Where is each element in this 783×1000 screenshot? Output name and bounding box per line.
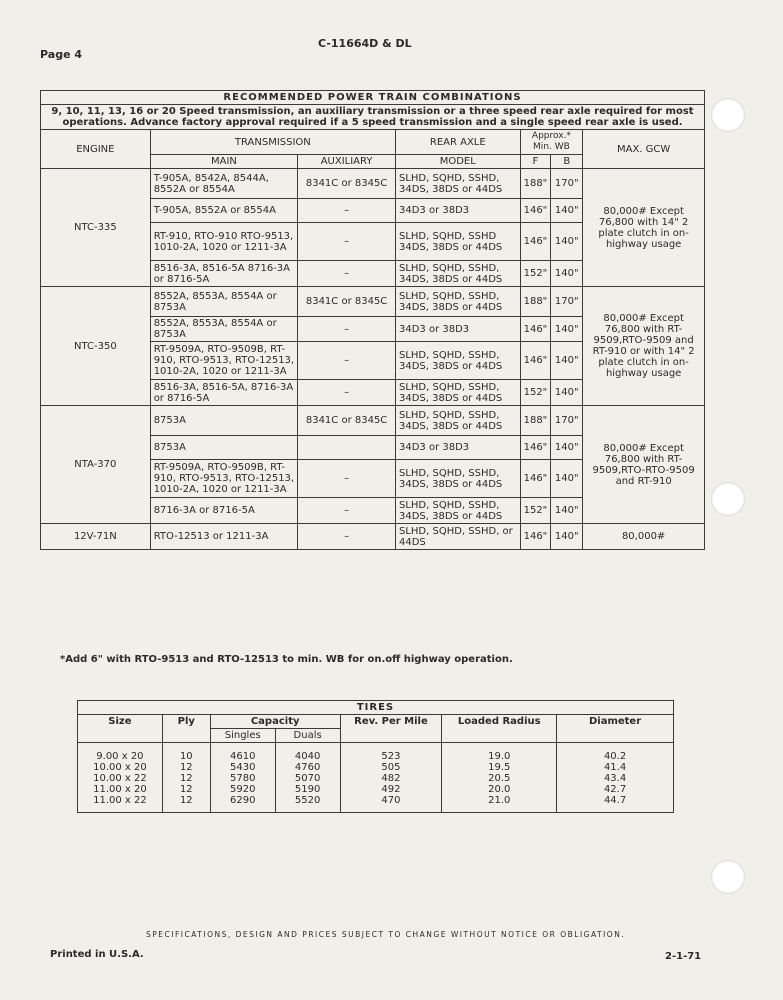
- main-cell: T-905A, 8542A, 8544A, 8552A or 8554A: [150, 169, 297, 199]
- f-cell: 146": [520, 223, 551, 261]
- ply-header: Ply: [162, 715, 210, 743]
- disclaimer: SPECIFICATIONS, DESIGN AND PRICES SUBJECT TO CHANGE WITHOUT NOTICE OR OBLIGATION.: [146, 930, 626, 939]
- auxiliary-cell: –: [298, 524, 396, 550]
- tire-radius-value: 20.5: [488, 773, 511, 784]
- main-cell: 8516-3A, 8516-5A, 8716-3A or 8716-5A: [150, 380, 297, 406]
- tire-size-value: 10.00 x 22: [93, 773, 147, 784]
- main-cell: RT-9509A, RTO-9509B, RT-910, RTO-9513, RTO-12513, 1010-2A, 1020 or 1211-3A: [150, 342, 297, 380]
- page-number: Page 4: [40, 48, 83, 61]
- axle-cell: 34D3 or 38D3: [395, 436, 520, 460]
- tire-radius-value: 20.0: [488, 784, 511, 795]
- engine-cell: NTC-335: [41, 169, 151, 287]
- tire-duals-value: 5190: [294, 784, 321, 795]
- footnote: *Add 6" with RTO-9513 and RTO-12513 to min. WB for on.off highway operation.: [60, 654, 513, 665]
- f-cell: 152": [520, 498, 551, 524]
- main-cell: 8716-3A or 8716-5A: [150, 498, 297, 524]
- tire-rev-value: 492: [381, 784, 401, 795]
- main-cell: RTO-12513 or 1211-3A: [150, 524, 297, 550]
- axle-cell: SLHD, SQHD, SSHD, 34DS, 38DS or 44DS: [395, 169, 520, 199]
- b-cell: 170": [551, 406, 583, 436]
- tire-duals-value: 5520: [294, 795, 321, 806]
- power-train-title: RECOMMENDED POWER TRAIN COMBINATIONS: [41, 91, 705, 105]
- binder-hole: [711, 860, 745, 894]
- gcw-header: MAX. GCW: [583, 130, 705, 169]
- tires-table: [77, 700, 674, 813]
- tire-diameter-value: 42.7: [603, 784, 627, 795]
- size-header: Size: [78, 715, 163, 743]
- f-cell: 146": [520, 436, 551, 460]
- axle-cell: SLHD, SQHD, SSHD 34DS, 38DS or 44DS: [395, 223, 520, 261]
- axle-cell: 34D3 or 38D3: [395, 317, 520, 342]
- transmission-header: TRANSMISSION: [150, 130, 395, 155]
- radius-column: [442, 743, 557, 813]
- tire-size-value: 10.00 x 20: [93, 762, 147, 773]
- tire-singles-value: 5920: [230, 784, 256, 795]
- binder-hole: [711, 482, 745, 516]
- main-cell: RT-910, RTO-910 RTO-9513, 1010-2A, 1020 or 1211-3A: [150, 223, 297, 261]
- singles-column: [210, 743, 275, 813]
- ply-column: [162, 743, 210, 813]
- auxiliary-cell: 8341C or 8345C: [298, 169, 396, 199]
- axle-cell: SLHD, SQHD, SSHD, 34DS, 38DS or 44DS: [395, 287, 520, 317]
- tire-ply-value: 12: [179, 773, 193, 784]
- gcw-cell: 80,000# Except 76,800 with RT-9509,RTO-9509 and RT-910 or with 14" 2 plate clutch in on-highway usage: [583, 287, 705, 406]
- main-header: MAIN: [150, 155, 297, 169]
- axle-cell: 34D3 or 38D3: [395, 199, 520, 223]
- tire-singles-value: 4610: [230, 751, 256, 762]
- engine-cell: NTC-350: [41, 287, 151, 406]
- capacity-header: Capacity: [210, 715, 340, 729]
- axle-cell: SLHD, SQHD, SSHD, or 44DS: [395, 524, 520, 550]
- rev-header: Rev. Per Mile: [340, 715, 442, 743]
- auxiliary-cell: –: [298, 317, 396, 342]
- b-cell: 140": [551, 436, 583, 460]
- duals-header: Duals: [275, 729, 340, 743]
- main-cell: 8552A, 8553A, 8554A or 8753A: [150, 317, 297, 342]
- tire-radius-value: 19.5: [488, 762, 511, 773]
- axle-cell: SLHD, SQHD, SSHD, 34DS, 38DS or 44DS: [395, 460, 520, 498]
- f-cell: 146": [520, 199, 551, 223]
- auxiliary-cell: 8341C or 8345C: [298, 287, 396, 317]
- size-column: [78, 743, 163, 813]
- power-train-row: [41, 524, 705, 550]
- axle-cell: SLHD, SQHD, SSHD, 34DS, 38DS or 44DS: [395, 380, 520, 406]
- engine-header: ENGINE: [41, 130, 151, 169]
- f-cell: 146": [520, 342, 551, 380]
- f-cell: 188": [520, 287, 551, 317]
- axle-cell: SLHD, SQHD, SSHD, 34DS, 38DS or 44DS: [395, 261, 520, 287]
- auxiliary-cell: –: [298, 498, 396, 524]
- auxiliary-cell: –: [298, 261, 396, 287]
- main-cell: 8516-3A, 8516-5A 8716-3A or 8716-5A: [150, 261, 297, 287]
- rev-column: [340, 743, 442, 813]
- tire-ply-value: 12: [179, 784, 193, 795]
- tire-duals-value: 4760: [294, 762, 321, 773]
- b-header: B: [551, 155, 583, 169]
- axle-cell: SLHD, SQHD, SSHD, 34DS, 38DS or 44DS: [395, 498, 520, 524]
- auxiliary-cell: [298, 436, 396, 460]
- b-cell: 140": [551, 380, 583, 406]
- main-cell: 8552A, 8553A, 8554A or 8753A: [150, 287, 297, 317]
- main-cell: 8753A: [150, 436, 297, 460]
- tire-radius-value: 21.0: [488, 795, 511, 806]
- diameter-column: [557, 743, 674, 813]
- b-cell: 170": [551, 169, 583, 199]
- diameter-header: Diameter: [557, 715, 674, 743]
- tire-singles-value: 5780: [230, 773, 256, 784]
- b-cell: 140": [551, 460, 583, 498]
- f-cell: 146": [520, 460, 551, 498]
- tire-duals-value: 4040: [294, 751, 321, 762]
- tire-diameter-value: 40.2: [603, 751, 627, 762]
- gcw-cell: 80,000# Except 76,800 with 14" 2 plate clutch in on-highway usage: [583, 169, 705, 287]
- auxiliary-cell: –: [298, 223, 396, 261]
- b-cell: 170": [551, 287, 583, 317]
- engine-cell: NTA-370: [41, 406, 151, 524]
- model-header: MODEL: [395, 155, 520, 169]
- power-train-table: [40, 90, 705, 550]
- f-cell: 188": [520, 406, 551, 436]
- f-header: F: [520, 155, 551, 169]
- auxiliary-cell: –: [298, 380, 396, 406]
- b-cell: 140": [551, 223, 583, 261]
- tire-ply-value: 12: [179, 762, 193, 773]
- binder-hole: [711, 98, 745, 132]
- wb-header: Approx.* Min. WB: [520, 130, 583, 155]
- auxiliary-cell: –: [298, 342, 396, 380]
- b-cell: 140": [551, 199, 583, 223]
- tires-title: TIRES: [78, 701, 674, 715]
- auxiliary-cell: –: [298, 199, 396, 223]
- f-cell: 188": [520, 169, 551, 199]
- tire-size-value: 11.00 x 20: [93, 784, 147, 795]
- b-cell: 140": [551, 342, 583, 380]
- auxiliary-cell: 8341C or 8345C: [298, 406, 396, 436]
- main-cell: RT-9509A, RTO-9509B, RT-910, RTO-9513, RTO-12513, 1010-2A, 1020 or 1211-3A: [150, 460, 297, 498]
- tire-diameter-value: 44.7: [603, 795, 627, 806]
- duals-column: [275, 743, 340, 813]
- f-cell: 146": [520, 524, 551, 550]
- axle-cell: SLHD, SQHD, SSHD, 34DS, 38DS or 44DS: [395, 342, 520, 380]
- tire-ply-value: 10: [179, 751, 193, 762]
- tire-singles-value: 6290: [230, 795, 256, 806]
- axle-cell: SLHD, SQHD, SSHD, 34DS, 38DS or 44DS: [395, 406, 520, 436]
- tire-rev-value: 470: [381, 795, 401, 806]
- power-train-note: 9, 10, 11, 13, 16 or 20 Speed transmission, an auxiliary transmission or a three speed rear axle required for most operations. Advance factory approval required if a 5 speed transmission and a single speed rear axle is used.: [41, 105, 705, 130]
- auxiliary-header: AUXILIARY: [298, 155, 396, 169]
- main-cell: T-905A, 8552A or 8554A: [150, 199, 297, 223]
- singles-header: Singles: [210, 729, 275, 743]
- b-cell: 140": [551, 524, 583, 550]
- tire-diameter-value: 43.4: [603, 773, 627, 784]
- tire-rev-value: 523: [381, 751, 401, 762]
- main-cell: 8753A: [150, 406, 297, 436]
- print-date: 2-1-71: [665, 951, 702, 962]
- tire-rev-value: 505: [381, 762, 401, 773]
- tire-duals-value: 5070: [294, 773, 321, 784]
- b-cell: 140": [551, 317, 583, 342]
- f-cell: 146": [520, 317, 551, 342]
- b-cell: 140": [551, 498, 583, 524]
- engine-cell: 12V-71N: [41, 524, 151, 550]
- power-train-row: [41, 406, 705, 436]
- auxiliary-cell: –: [298, 460, 396, 498]
- b-cell: 140": [551, 261, 583, 287]
- printed-in: Printed in U.S.A.: [50, 949, 144, 960]
- tire-diameter-value: 41.4: [603, 762, 627, 773]
- tire-ply-value: 12: [179, 795, 193, 806]
- radius-header: Loaded Radius: [442, 715, 557, 743]
- tire-radius-value: 19.0: [488, 751, 511, 762]
- gcw-cell: 80,000#: [583, 524, 705, 550]
- f-cell: 152": [520, 261, 551, 287]
- gcw-cell: 80,000# Except 76,800 with RT-9509,RTO-RTO-9509 and RT-910: [583, 406, 705, 524]
- tire-singles-value: 5430: [230, 762, 256, 773]
- power-train-row: [41, 169, 705, 199]
- rear-axle-header: REAR AXLE: [395, 130, 520, 155]
- document-code: C-11664D & DL: [318, 37, 412, 50]
- power-train-row: [41, 287, 705, 317]
- f-cell: 152": [520, 380, 551, 406]
- tire-size-value: 11.00 x 22: [93, 795, 147, 806]
- tire-size-value: 9.00 x 20: [96, 751, 144, 762]
- tire-rev-value: 482: [381, 773, 401, 784]
